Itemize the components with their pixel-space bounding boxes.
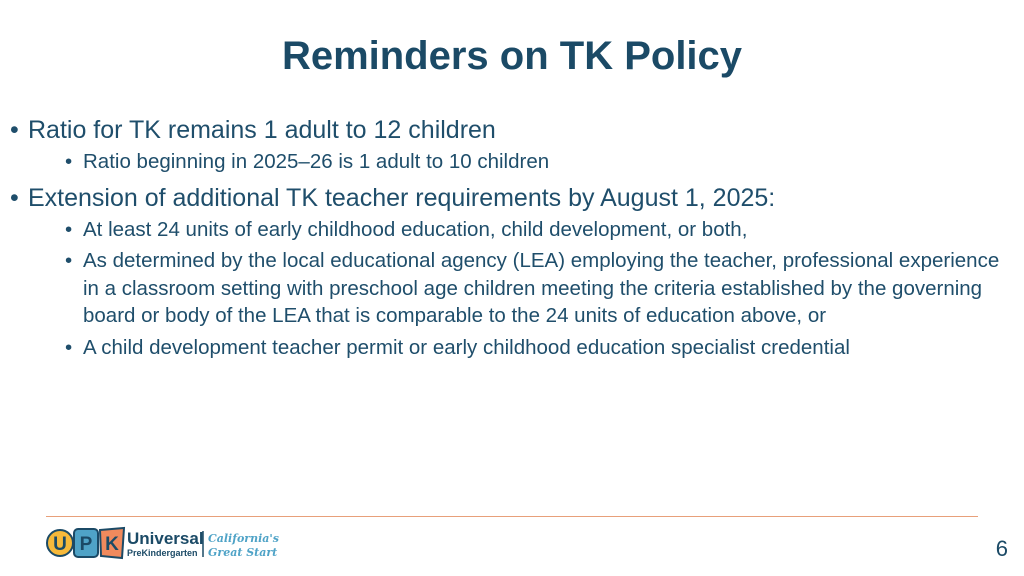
sub-bullet-marker: • bbox=[65, 335, 73, 359]
sub-bullet-text: Ratio beginning in 2025–26 is 1 adult to 10 children bbox=[83, 150, 550, 173]
bullet-text: Ratio for TK remains 1 adult to 12 children bbox=[28, 116, 496, 144]
sub-bullet-text: At least 24 units of early childhood education, child development, or both, bbox=[83, 217, 748, 241]
sub-bullet-item bbox=[65, 148, 1014, 176]
logo-letter-p: P bbox=[79, 534, 93, 555]
bullet-text: Extension of additional TK teacher requirements by August 1, 2025: bbox=[28, 183, 776, 212]
sub-bullet-list bbox=[28, 148, 1014, 176]
sub-bullet-item bbox=[65, 334, 1014, 362]
sub-bullet-text: A child development teacher permit or early childhood education specialist credential bbox=[83, 335, 850, 359]
upk-logo-graphic bbox=[46, 523, 286, 563]
bullet-item bbox=[10, 114, 1014, 176]
bullet-list bbox=[10, 114, 1014, 361]
footer-divider bbox=[46, 516, 978, 517]
logo-brand: Universal bbox=[127, 529, 204, 548]
bullet-item bbox=[10, 182, 1014, 362]
upk-logo bbox=[46, 523, 286, 563]
slide-title: Reminders on TK Policy bbox=[281, 34, 743, 78]
bullet-marker: • bbox=[10, 183, 19, 212]
logo-letter-u: U bbox=[53, 534, 67, 555]
bullet-marker: • bbox=[10, 116, 19, 144]
logo-subtitle: PreKindergarten bbox=[127, 548, 198, 558]
page-number: 6 bbox=[995, 536, 1008, 561]
sub-bullet-text: As determined by the local educational agency (LEA) employing the teacher, professional experience in a classroom setting with preschool age children meeting the criteria established by the governing board or body of the LEA that is comparable to the 24 units of education above, or bbox=[83, 249, 1000, 327]
slide-content bbox=[10, 114, 1014, 367]
logo-tagline-1: California's bbox=[208, 532, 279, 545]
sub-bullet-marker: • bbox=[65, 150, 73, 173]
sub-bullet-marker: • bbox=[65, 217, 73, 241]
sub-bullet-marker: • bbox=[65, 249, 73, 272]
logo-letter-k: K bbox=[105, 534, 119, 555]
sub-bullet-item bbox=[65, 216, 1014, 244]
sub-bullet-item bbox=[65, 247, 1014, 330]
logo-tagline-2: Great Start bbox=[208, 546, 278, 559]
sub-bullet-list bbox=[28, 216, 1014, 362]
